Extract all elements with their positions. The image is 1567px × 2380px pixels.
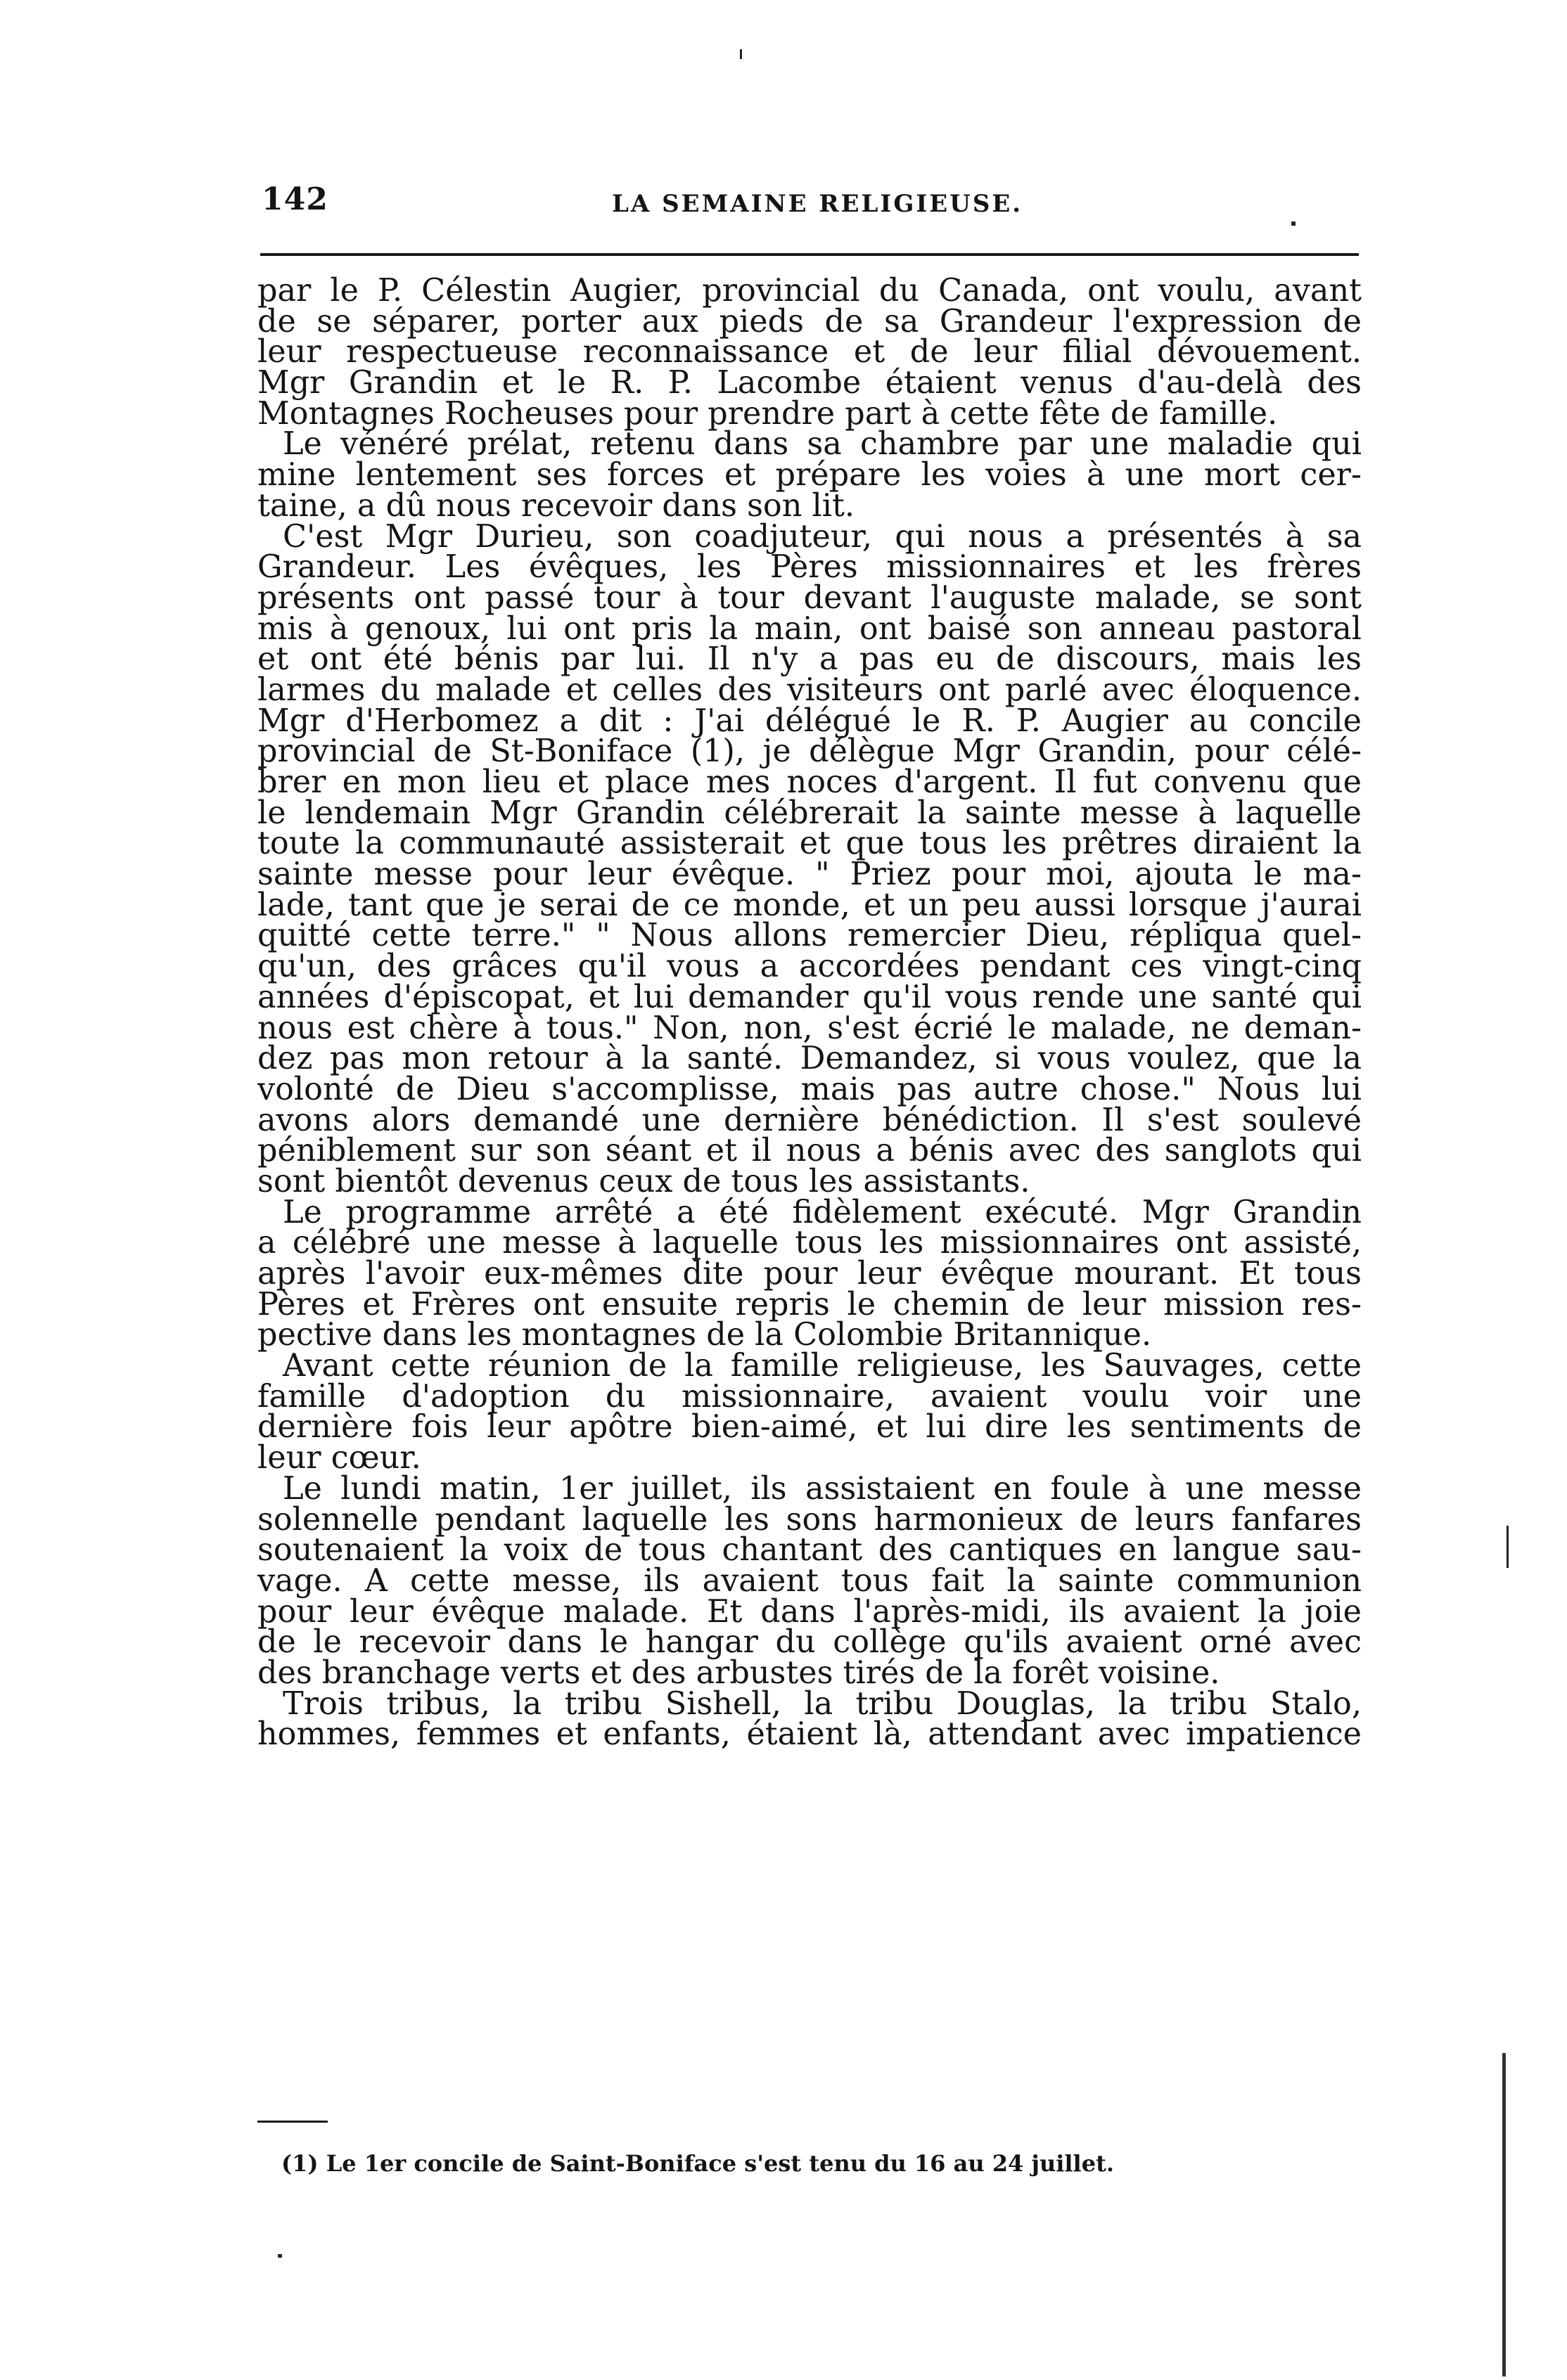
- text-line: larmes du malade et celles des visiteurs ont parlé avec éloquence.: [257, 671, 1362, 708]
- scan-edge-mark: [1502, 2053, 1506, 2376]
- text-line: brer en mon lieu et place mes noces d'argent. Il fut convenu que: [257, 764, 1362, 800]
- text-line: toute la communauté assisterait et que tous les prêtres diraient la: [257, 825, 1362, 862]
- footnote: (1) Le 1er concile de Saint-Boniface s'est tenu du 16 au 24 juillet.: [281, 2150, 1114, 2177]
- text-line: hommes, femmes et enfants, étaient là, attendant avec impatience: [257, 1716, 1362, 1753]
- text-line: lade, tant que je serai de ce monde, et un peu aussi lorsque j'aurai: [257, 887, 1362, 923]
- text-line: après l'avoir eux-mêmes dite pour leur évêque mourant. Et tous: [257, 1256, 1362, 1292]
- text-line: qu'un, des grâces qu'il vous a accordées pendant ces vingt-cinq: [257, 948, 1362, 985]
- scan-speck: [1291, 221, 1296, 226]
- text-line: soutenaient la voix de tous chantant des cantiques en langue sau-: [257, 1532, 1362, 1569]
- page-header: [260, 181, 1357, 231]
- text-line: Pères et Frères ont ensuite repris le chemin de leur mission res-: [257, 1286, 1362, 1323]
- text-line: dernière fois leur apôtre bien-aimé, et lui dire les sentiments de: [257, 1409, 1362, 1446]
- text-line: Mgr Grandin et le R. P. Lacombe étaient venus d'au-delà des: [257, 365, 1362, 401]
- text-line: provincial de St-Boniface (1), je délègue Mgr Grandin, pour célé-: [257, 733, 1362, 770]
- header-rule: [260, 253, 1359, 256]
- text-line: dez pas mon retour à la santé. Demandez, si vous voulez, que la: [257, 1041, 1362, 1077]
- text-line: nous est chère à tous." Non, non, s'est écrié le malade, ne deman-: [257, 1010, 1362, 1046]
- text-line: Le lundi matin, 1er juillet, ils assistaient en foule à une messe: [283, 1470, 1362, 1507]
- text-line: de le recevoir dans le hangar du collège qu'ils avaient orné avec: [257, 1624, 1362, 1661]
- text-line: solennelle pendant laquelle les sons harmonieux de leurs fanfares: [257, 1501, 1362, 1538]
- text-line: et ont été bénis par lui. Il n'y a pas eu de discours, mais les: [257, 641, 1362, 678]
- text-line: C'est Mgr Durieu, son coadjuteur, qui nous a présentés à sa: [283, 518, 1362, 555]
- text-line: des branchage verts et des arbustes tirés de la forêt voisine.: [257, 1654, 1220, 1691]
- text-line: famille d'adoption du missionnaire, avaient voulu voir une: [257, 1378, 1362, 1415]
- text-line: taine, a dû nous recevoir dans son lit.: [257, 487, 855, 524]
- text-line: mine lentement ses forces et prépare les voies à une mort cer-: [257, 457, 1362, 494]
- text-line: de se séparer, porter aux pieds de sa Grandeur l'expression de: [257, 303, 1362, 340]
- text-line: volonté de Dieu s'accomplisse, mais pas autre chose." Nous lui: [257, 1071, 1362, 1107]
- text-line: sainte messe pour leur évêque. " Priez pour moi, ajouta le ma-: [257, 856, 1362, 893]
- text-line: leur respectueuse reconnaissance et de leur filial dévouement.: [257, 334, 1362, 371]
- footnote-rule: [257, 2121, 328, 2123]
- text-line: quitté cette terre." " Nous allons remercier Dieu, répliqua quel-: [257, 918, 1362, 954]
- text-line: années d'épiscopat, et lui demander qu'il vous rende une santé qui: [257, 979, 1362, 1015]
- body-text: [257, 273, 1362, 1753]
- text-line: pour leur évêque malade. Et dans l'après-midi, ils avaient la joie: [257, 1593, 1362, 1630]
- text-line: Le vénéré prélat, retenu dans sa chambre par une maladie qui: [283, 426, 1362, 463]
- text-line: Trois tribus, la tribu Sishell, la tribu Douglas, la tribu Stalo,: [283, 1685, 1362, 1722]
- scan-speck: [740, 49, 742, 59]
- text-line: par le P. Célestin Augier, provincial du Canada, ont voulu, avant: [257, 273, 1362, 309]
- text-line: sont bientôt devenus ceux de tous les assistants.: [257, 1163, 1030, 1199]
- text-line: pective dans les montagnes de la Colombie Britannique.: [257, 1317, 1152, 1353]
- text-line: a célébré une messe à laquelle tous les missionnaires ont assisté,: [257, 1225, 1362, 1261]
- text-line: mis à genoux, lui ont pris la main, ont baisé son anneau pastoral: [257, 610, 1362, 647]
- text-line: Grandeur. Les évêques, les Pères missionnaires et les frères: [257, 549, 1362, 586]
- scan-speck: [278, 2254, 282, 2258]
- text-line: le lendemain Mgr Grandin célébrerait la sainte messe à laquelle: [257, 795, 1362, 831]
- text-line: Mgr d'Herbomez a dit : J'ai délégué le R. P. Augier au concile: [257, 702, 1362, 739]
- text-line: présents ont passé tour à tour devant l'auguste malade, se sont: [257, 579, 1362, 616]
- page-number: 142: [262, 181, 328, 217]
- running-title: LA SEMAINE RELIGIEUSE.: [612, 190, 1023, 218]
- text-line: vage. A cette messe, ils avaient tous fait la sainte communion: [257, 1562, 1362, 1599]
- text-line: leur cœur.: [257, 1440, 421, 1477]
- text-line: Le programme arrêté a été fidèlement exécuté. Mgr Grandin: [283, 1194, 1362, 1230]
- text-line: Avant cette réunion de la famille religieuse, les Sauvages, cette: [283, 1348, 1362, 1384]
- text-line: Montagnes Rocheuses pour prendre part à cette fête de famille.: [257, 395, 1278, 432]
- scan-edge-mark: [1507, 1526, 1509, 1568]
- text-line: avons alors demandé une dernière bénédiction. Il s'est soulevé: [257, 1102, 1362, 1138]
- text-line: péniblement sur son séant et il nous a bénis avec des sanglots qui: [257, 1133, 1362, 1169]
